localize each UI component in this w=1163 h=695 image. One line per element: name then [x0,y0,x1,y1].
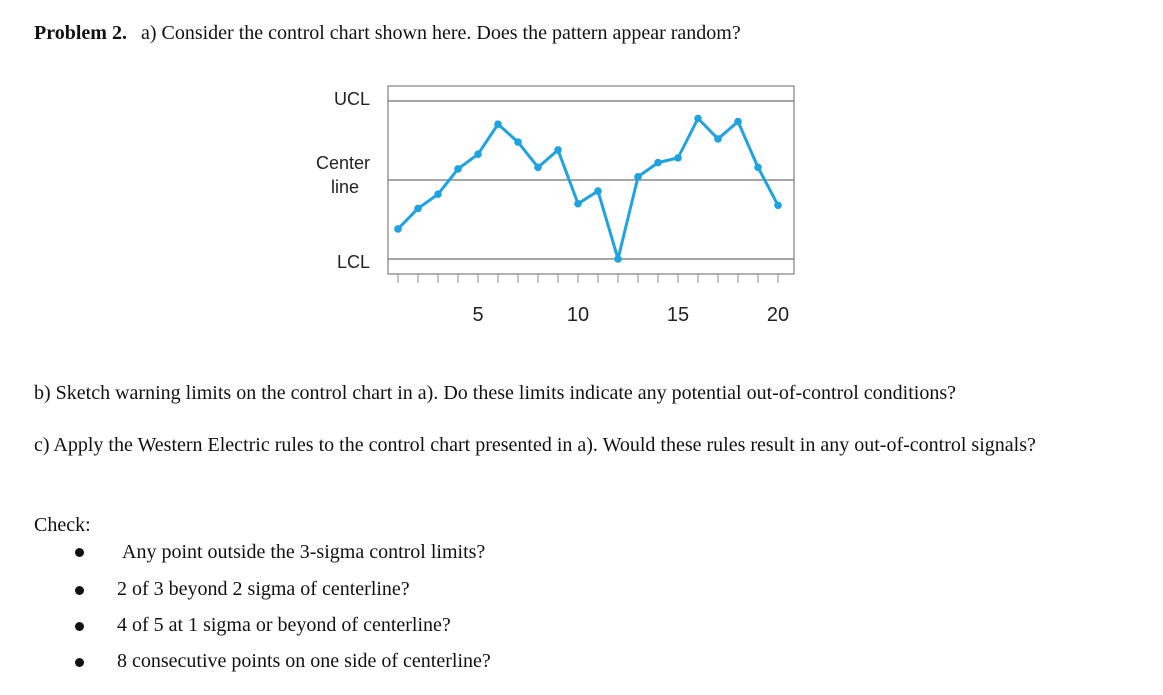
x-axis [398,274,789,326]
data-point [754,164,762,172]
x-tick-label: 10 [566,304,590,326]
question-b: b) Sketch warning limits on the control chart in a). Do these limits indicate any potential out-of-control conditions? [34,382,957,404]
data-point [774,201,782,209]
data-point [394,225,402,233]
data-point [574,200,582,208]
ucl-label: UCL [333,89,370,109]
check-item: 8 consecutive points on one side of centerline? [117,650,491,672]
data-point [534,164,542,172]
problem-label: Problem 2. [34,22,127,44]
data-point [594,187,602,195]
data-point [634,173,642,181]
bullet-icon [75,586,84,595]
lcl-label: LCL [336,252,370,272]
bullet-icon [75,658,84,667]
data-point [474,150,482,158]
x-tick-label: 20 [766,304,790,326]
x-tick-label: 15 [666,304,690,326]
check-item: 4 of 5 at 1 sigma or beyond of centerline? [117,614,451,636]
problem-statement [34,22,741,45]
data-point [674,154,682,162]
data-point [714,135,722,143]
x-tick-label: 5 [472,304,484,326]
center-line-label-2: line [330,177,359,197]
data-point [614,255,622,263]
data-point [514,138,522,146]
data-point [734,118,742,126]
limit-labels [316,89,370,272]
bullet-icon [75,548,84,557]
question-a: a) Consider the control chart shown here. Does the pattern appear random? [140,22,741,44]
check-title: Check: [34,514,91,536]
control-chart [300,78,820,333]
data-point [454,165,462,173]
data-point [494,120,502,128]
question-c: c) Apply the Western Electric rules to the control chart presented in a). Would these rules result in any out-of-control signals? [34,434,1036,456]
data-series [394,115,782,263]
bullet-icon [75,622,84,631]
check-item: Any point outside the 3-sigma control limits? [122,541,486,563]
center-line-label-1: Center [315,153,370,173]
data-point [414,205,422,213]
data-point [654,159,662,167]
data-point [694,115,702,123]
check-item: 2 of 3 beyond 2 sigma of centerline? [117,578,410,600]
data-point [434,190,442,198]
data-point [554,146,562,154]
